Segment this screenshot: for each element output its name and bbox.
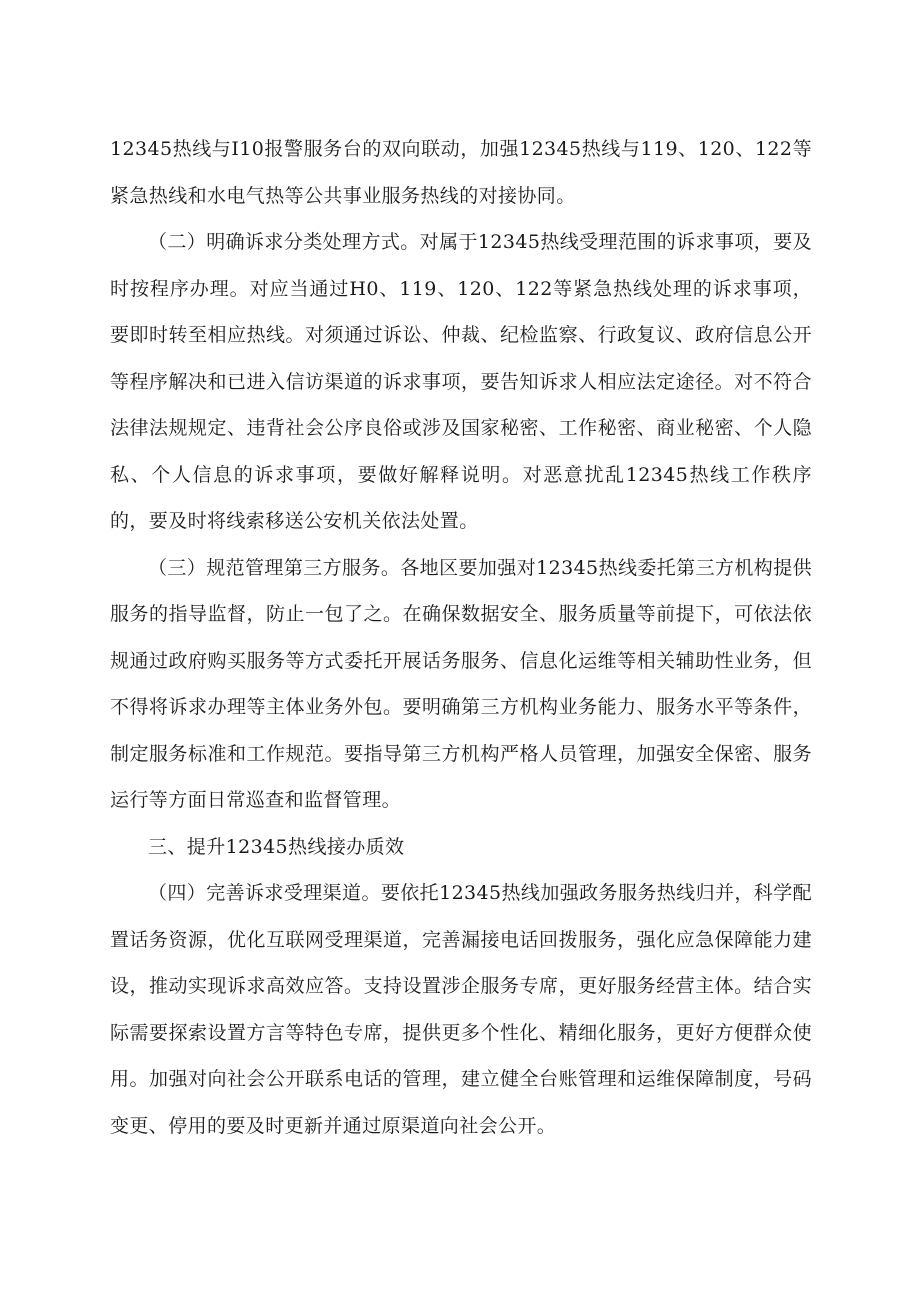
document-body xyxy=(110,126,812,1149)
paragraph-section-3: （三）规范管理第三方服务。各地区要加强对12345热线委托第三方机构提供服务的指导监督，防止一包了之。在确保数据安全、服务质量等前提下，可依法依规通过政府购买服务等方式委托开展话务服务、信息化运维等相关辅助性业务，但不得将诉求办理等主体业务外包。要明确第三方机构业务能力、服务水平等条件，制定服务标准和工作规范。要指导第三方机构严格人员管理，加强安全保密、服务运行等方面日常巡查和监督管理。 xyxy=(110,556,812,811)
paragraph-section-2: （二）明确诉求分类处理方式。对属于12345热线受理范围的诉求事项，要及时按程序办理。对应当通过H0、119、120、122等紧急热线处理的诉求事项，要即时转至相应热线。对须通过诉讼、仲裁、纪检监察、行政复议、政府信息公开等程序解决和已进入信访渠道的诉求事项，要告知诉求人相应法定途径。对不符合法律法规规定、违背社会公序良俗或涉及国家秘密、工作秘密、商业秘密、个人隐私、个人信息的诉求事项，要做好解释说明。对恶意扰乱12345热线工作秩序的，要及时将线索移送公安机关依法处置。 xyxy=(110,231,812,532)
paragraph-section-4: （四）完善诉求受理渠道。要依托12345热线加强政务服务热线归并，科学配置话务资源，优化互联网受理渠道，完善漏接电话回拨服务，强化应急保障能力建设，推动实现诉求高效应答。支持设置涉企服务专席，更好服务经营主体。结合实际需要探索设置方言等特色专席，提供更多个性化、精细化服务，更好方便群众使用。加强对向社会公开联系电话的管理，建立健全台账管理和运维保障制度，号码变更、停用的要及时更新并通过原渠道向社会公开。 xyxy=(110,882,812,1137)
section-heading-3: 三、提升12345热线接办质效 xyxy=(148,835,405,858)
paragraph-continuation: 12345热线与I10报警服务台的双向联动，加强12345热线与119、120、122等紧急热线和水电气热等公共事业服务热线的对接协同。 xyxy=(110,138,812,207)
